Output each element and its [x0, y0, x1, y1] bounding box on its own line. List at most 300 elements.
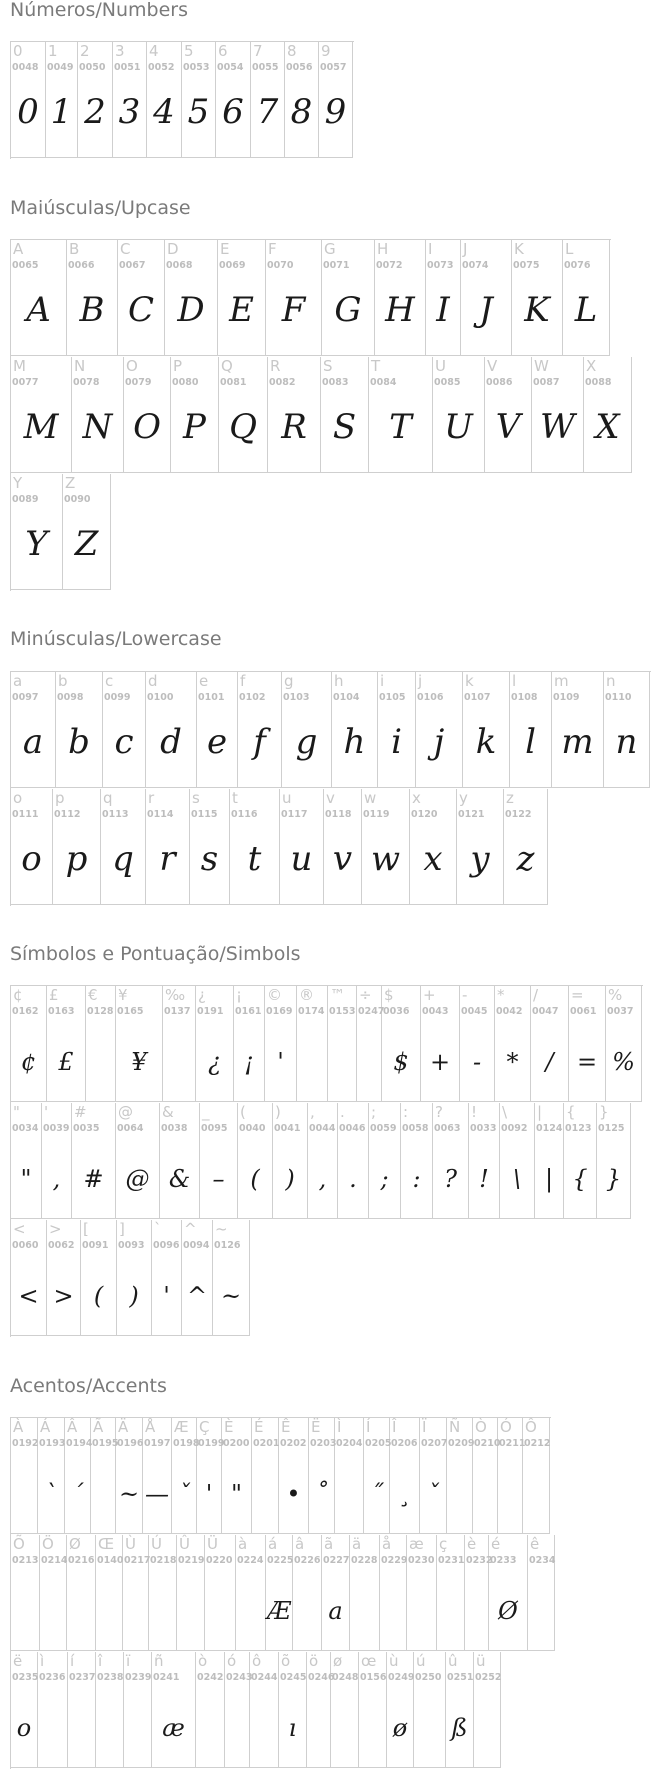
- glyph-character-label: ": [13, 1103, 20, 1121]
- glyph-cell: [96, 1652, 124, 1768]
- glyph-row: [10, 1417, 551, 1535]
- glyph-character-label: X: [586, 357, 597, 375]
- glyph-sample: 0: [17, 92, 39, 132]
- glyph-sample: .: [349, 1165, 357, 1193]
- glyph-character-label: õ: [281, 1652, 291, 1670]
- glyph-cell: [152, 1220, 182, 1336]
- glyph-sample: a: [22, 722, 44, 762]
- glyph-sample: n: [615, 722, 638, 762]
- glyph-character-label: t: [232, 789, 238, 807]
- glyph-sample: 8: [290, 92, 313, 132]
- glyph-cell: [457, 789, 504, 905]
- glyph-character-label: î: [98, 1652, 103, 1670]
- glyph-character-label: ç: [439, 1535, 448, 1553]
- glyph-sample: ı: [288, 1714, 297, 1742]
- glyph-character-label: Â: [67, 1418, 78, 1436]
- glyph-character-label: 8: [287, 42, 297, 60]
- glyph-cell: [564, 1103, 597, 1219]
- section-title-upcase: Maiúsculas/Upcase: [10, 197, 191, 219]
- glyph-cell: [182, 42, 216, 158]
- glyph-character-label: É: [254, 1418, 264, 1436]
- glyph-sample: B: [79, 290, 105, 330]
- glyph-code-label: 0207: [421, 1438, 448, 1449]
- glyph-code-label: 0097: [12, 692, 39, 703]
- glyph-sample: Z: [74, 524, 99, 564]
- glyph-cell: [319, 42, 353, 158]
- glyph-character-label: æ: [409, 1535, 424, 1553]
- glyph-character-label: Æ: [174, 1418, 189, 1436]
- glyph-character-label: h: [334, 672, 344, 690]
- glyph-character-label: Ó: [500, 1418, 512, 1436]
- glyph-cell: [230, 789, 280, 905]
- glyph-character-label: é: [491, 1535, 501, 1553]
- glyph-character-label: z: [506, 789, 514, 807]
- glyph-row: [10, 1220, 251, 1337]
- glyph-code-label: 0091: [82, 1240, 109, 1251]
- glyph-sample: o: [16, 1714, 32, 1742]
- glyph-sample: ;: [380, 1165, 389, 1193]
- glyph-sample: T: [389, 407, 412, 447]
- glyph-sample: ø: [392, 1714, 408, 1742]
- glyph-character-label: A: [13, 240, 24, 258]
- glyph-sample: =: [576, 1048, 598, 1076]
- glyph-code-label: 0237: [69, 1672, 96, 1683]
- glyph-cell: [222, 1418, 252, 1534]
- glyph-sample: d: [160, 722, 182, 762]
- glyph-code-label: 0174: [298, 1006, 325, 1017]
- glyph-sample: /: [545, 1048, 554, 1076]
- glyph-cell: [218, 240, 266, 356]
- glyph-code-label: 0121: [458, 809, 485, 820]
- glyph-sample: F: [281, 290, 306, 330]
- glyph-code-label: 0161: [235, 1006, 262, 1017]
- glyph-sample: ': [205, 1480, 213, 1508]
- glyph-code-label: 0079: [125, 377, 152, 388]
- glyph-code-label: 0156: [360, 1672, 387, 1683]
- glyph-row: [10, 357, 633, 474]
- glyph-character-label: =: [571, 986, 584, 1004]
- glyph-character-label: /: [533, 986, 539, 1004]
- glyph-sample: Ø: [498, 1597, 518, 1625]
- glyph-code-label: 0084: [370, 377, 397, 388]
- glyph-character-label: i: [380, 672, 385, 690]
- glyph-sample: ˇ: [427, 1480, 439, 1508]
- glyph-cell: [11, 1103, 42, 1219]
- glyph-character-label: K: [514, 240, 524, 258]
- glyph-character-label: k: [465, 672, 474, 690]
- glyph-code-label: 0217: [124, 1555, 151, 1566]
- section-title-lowercase: Minúsculas/Lowercase: [10, 628, 222, 650]
- glyph-code-label: 0060: [12, 1240, 39, 1251]
- glyph-row: [10, 474, 112, 591]
- glyph-sample: e: [206, 722, 228, 762]
- glyph-cell: [500, 1103, 535, 1219]
- glyph-character-label: Ç: [199, 1418, 210, 1436]
- glyph-cell: [118, 240, 165, 356]
- glyph-character-label: b: [58, 672, 68, 690]
- glyph-character-label: Q: [221, 357, 233, 375]
- glyph-code-label: 0078: [73, 377, 100, 388]
- glyph-character-label: ‰: [165, 986, 186, 1004]
- glyph-character-label: ë: [13, 1652, 23, 1670]
- glyph-character-label: E: [220, 240, 230, 258]
- glyph-cell: [63, 474, 111, 590]
- glyph-cell: [474, 1652, 501, 1768]
- glyph-cell: [265, 986, 297, 1102]
- glyph-cell: [322, 1535, 350, 1651]
- glyph-code-label: 0243: [226, 1672, 253, 1683]
- glyph-character-label: â: [295, 1535, 305, 1553]
- glyph-row: [10, 239, 611, 357]
- glyph-character-label: F: [268, 240, 277, 258]
- glyph-code-label: 0076: [564, 260, 591, 271]
- glyph-character-label: Á: [40, 1418, 51, 1436]
- glyph-sample: ˚: [315, 1480, 328, 1508]
- glyph-character-label: Å: [145, 1418, 156, 1436]
- glyph-character-label: ': [44, 1103, 49, 1121]
- glyph-sample: 1: [50, 92, 73, 132]
- glyph-sample: ¿: [208, 1048, 221, 1076]
- glyph-sample: %: [612, 1048, 635, 1076]
- glyph-code-label: 0065: [12, 260, 39, 271]
- glyph-character-label: Ê: [281, 1418, 291, 1436]
- glyph-code-label: 0206: [391, 1438, 418, 1449]
- glyph-character-label: U: [435, 357, 446, 375]
- glyph-character-label: ø: [333, 1652, 343, 1670]
- glyph-cell: [91, 1418, 119, 1534]
- glyph-sample: W: [540, 407, 575, 447]
- glyph-character-label: H: [377, 240, 389, 258]
- glyph-sample: s: [200, 839, 219, 879]
- glyph-character-label: q: [103, 789, 113, 807]
- glyph-sample: æ: [162, 1714, 185, 1742]
- glyph-code-label: 0195: [92, 1438, 119, 1449]
- glyph-character-label: Œ: [98, 1535, 115, 1553]
- glyph-cell: [308, 1103, 338, 1219]
- glyph-cell: [523, 1418, 550, 1534]
- glyph-character-label: ,: [310, 1103, 315, 1121]
- glyph-character-label: r: [148, 789, 155, 807]
- glyph-cell: [322, 240, 375, 356]
- glyph-cell: [11, 1418, 38, 1534]
- glyph-code-label: 0200: [223, 1438, 250, 1449]
- glyph-sample: I: [436, 290, 450, 330]
- glyph-code-label: 0087: [533, 377, 560, 388]
- glyph-sample: R: [281, 407, 307, 447]
- glyph-cell: [251, 42, 285, 158]
- glyph-sample: V: [495, 407, 521, 447]
- glyph-code-label: 0053: [183, 62, 210, 73]
- glyph-character-label: a: [13, 672, 23, 690]
- glyph-code-label: 0092: [501, 1123, 528, 1134]
- glyph-cell: [473, 1418, 501, 1534]
- glyph-code-label: 0162: [12, 1006, 39, 1017]
- glyph-sample: 7: [256, 92, 279, 132]
- glyph-sample: w: [370, 839, 401, 879]
- glyph-sample: <: [18, 1282, 39, 1310]
- glyph-character-label: I: [428, 240, 433, 258]
- glyph-cell: [332, 672, 378, 788]
- glyph-code-label: 0198: [173, 1438, 200, 1449]
- glyph-sample: ): [129, 1282, 139, 1310]
- glyph-sample: f: [253, 722, 266, 762]
- glyph-code-label: 0093: [118, 1240, 145, 1251]
- glyph-code-label: 0061: [570, 1006, 597, 1017]
- glyph-cell: [250, 1652, 279, 1768]
- glyph-grid-symbols: [10, 985, 643, 1337]
- glyph-character-label: y: [459, 789, 468, 807]
- glyph-cell: [146, 672, 197, 788]
- glyph-code-label: 0046: [339, 1123, 366, 1134]
- glyph-sample: i: [391, 722, 402, 762]
- glyph-character-label: ÷: [359, 986, 372, 1004]
- glyph-grid-upcase: [10, 239, 633, 591]
- glyph-sample: M: [23, 407, 59, 447]
- glyph-character-label: G: [324, 240, 336, 258]
- glyph-cell: [461, 240, 512, 356]
- glyph-sample: l: [525, 722, 536, 762]
- glyph-sample: &: [168, 1165, 191, 1193]
- glyph-code-label: 0073: [427, 260, 454, 271]
- glyph-cell: [67, 240, 118, 356]
- glyph-cell: [489, 1535, 528, 1651]
- glyph-sample: p: [65, 839, 88, 879]
- glyph-sample: x: [423, 839, 443, 879]
- glyph-code-label: 0085: [434, 377, 461, 388]
- glyph-character-label: (: [240, 1103, 246, 1121]
- glyph-character-label: R: [270, 357, 281, 375]
- glyph-character-label: S: [323, 357, 333, 375]
- glyph-character-label: M: [13, 357, 26, 375]
- glyph-code-label: 0229: [381, 1555, 408, 1566]
- glyph-cell: [369, 1103, 401, 1219]
- glyph-cell: [123, 1535, 149, 1651]
- glyph-row: [10, 1535, 556, 1652]
- glyph-sample: H: [385, 290, 415, 330]
- glyph-sample: $: [393, 1048, 409, 1076]
- glyph-sample: 4: [153, 92, 175, 132]
- glyph-code-label: 0244: [251, 1672, 278, 1683]
- glyph-cell: [116, 1103, 160, 1219]
- glyph-code-label: 0197: [144, 1438, 171, 1449]
- glyph-character-label: ö: [309, 1652, 319, 1670]
- glyph-cell: [42, 1103, 72, 1219]
- glyph-character-label: @: [118, 1103, 133, 1121]
- glyph-row: [10, 789, 549, 906]
- glyph-character-label: ): [275, 1103, 281, 1121]
- glyph-code-label: 0241: [153, 1672, 180, 1683]
- glyph-character-label: &: [162, 1103, 174, 1121]
- glyph-row: [10, 41, 354, 159]
- glyph-cell: [463, 672, 510, 788]
- glyph-cell: [498, 1418, 526, 1534]
- glyph-character-label: }: [599, 1103, 609, 1121]
- glyph-sample: ,: [52, 1165, 61, 1193]
- glyph-character-label: 5: [184, 42, 194, 60]
- glyph-sample: S: [332, 407, 357, 447]
- glyph-code-label: 0224: [237, 1555, 264, 1566]
- glyph-character-label: à: [238, 1535, 248, 1553]
- glyph-sample: h: [343, 722, 366, 762]
- glyph-cell: [177, 1535, 205, 1651]
- glyph-code-label: 0068: [166, 260, 193, 271]
- glyph-cell: [47, 986, 86, 1102]
- glyph-code-label: 0236: [39, 1672, 66, 1683]
- glyph-cell: [190, 789, 230, 905]
- glyph-code-label: 0115: [191, 809, 218, 820]
- glyph-cell: [78, 42, 113, 158]
- glyph-cell: [447, 1418, 473, 1534]
- glyph-sample: >: [53, 1282, 74, 1310]
- glyph-code-label: 0081: [220, 377, 247, 388]
- glyph-character-label: e: [199, 672, 209, 690]
- glyph-cell: [67, 1535, 96, 1651]
- glyph-sample: G: [334, 290, 362, 330]
- glyph-code-label: 0211: [499, 1438, 526, 1449]
- glyph-cell: [103, 672, 146, 788]
- glyph-code-label: 0239: [125, 1672, 152, 1683]
- glyph-cell: [335, 1418, 364, 1534]
- glyph-code-label: 0056: [286, 62, 313, 73]
- glyph-cell: [11, 1652, 38, 1768]
- glyph-code-label: 0110: [605, 692, 632, 703]
- glyph-cell: [72, 357, 124, 473]
- glyph-sample: ¸: [398, 1480, 411, 1508]
- glyph-character-label: v: [326, 789, 335, 807]
- glyph-cell: [375, 240, 426, 356]
- glyph-sample: C: [127, 290, 154, 330]
- glyph-sample: u: [290, 839, 313, 879]
- glyph-cell: [584, 357, 632, 473]
- glyph-character-label: J: [463, 240, 468, 258]
- glyph-character-label: ]: [119, 1220, 125, 1238]
- glyph-sample: ": [20, 1165, 32, 1193]
- glyph-character-label: Í: [366, 1418, 371, 1436]
- glyph-code-label: 0071: [323, 260, 350, 271]
- glyph-cell: [401, 1103, 433, 1219]
- glyph-cell: [101, 789, 146, 905]
- glyph-code-label: 0194: [66, 1438, 93, 1449]
- glyph-sample: –: [212, 1165, 225, 1193]
- glyph-sample: 2: [84, 92, 106, 132]
- glyph-code-label: 0212: [524, 1438, 551, 1449]
- glyph-sample: +: [429, 1048, 451, 1076]
- glyph-cell: [160, 1103, 200, 1219]
- glyph-code-label: 0219: [178, 1555, 205, 1566]
- glyph-cell: [359, 1652, 387, 1768]
- glyph-code-label: 0191: [197, 1006, 224, 1017]
- glyph-sample: r: [159, 839, 176, 879]
- glyph-cell: [56, 672, 103, 788]
- glyph-character-label: c: [105, 672, 114, 690]
- glyph-code-label: 0055: [252, 62, 279, 73]
- glyph-cell: [47, 1220, 81, 1336]
- glyph-code-label: 0109: [553, 692, 580, 703]
- glyph-character-label: è: [467, 1535, 477, 1553]
- glyph-code-label: 0086: [486, 377, 513, 388]
- glyph-character-label: x: [412, 789, 421, 807]
- glyph-code-label: 0033: [470, 1123, 497, 1134]
- glyph-sample: ,: [318, 1165, 327, 1193]
- glyph-cell: [147, 42, 182, 158]
- glyph-sample: ß: [451, 1714, 468, 1742]
- glyph-sample: Æ: [266, 1597, 292, 1625]
- glyph-cell: [268, 357, 321, 473]
- glyph-cell: [72, 1103, 116, 1219]
- glyph-cell: [362, 789, 410, 905]
- glyph-code-label: 0163: [48, 1006, 75, 1017]
- glyph-character-label: Ù: [125, 1535, 136, 1553]
- glyph-code-label: 0114: [147, 809, 174, 820]
- glyph-character-label: $: [384, 986, 394, 1004]
- glyph-character-label: ^: [184, 1220, 197, 1238]
- glyph-code-label: 0242: [197, 1672, 224, 1683]
- glyph-cell: [426, 240, 461, 356]
- glyph-cell: [569, 986, 606, 1102]
- glyph-code-label: 0165: [117, 1006, 144, 1017]
- glyph-character-label: ì: [40, 1652, 45, 1670]
- glyph-code-label: 0214: [41, 1555, 68, 1566]
- glyph-character-label: ü: [476, 1652, 486, 1670]
- glyph-character-label: 1: [48, 42, 58, 60]
- glyph-character-label: ù: [389, 1652, 399, 1670]
- glyph-character-label: œ: [361, 1652, 377, 1670]
- glyph-cell: [213, 1220, 250, 1336]
- glyph-sample: 5: [187, 92, 210, 132]
- glyph-code-label: 0059: [370, 1123, 397, 1134]
- glyph-sample: }: [605, 1165, 622, 1193]
- glyph-cell: [236, 1535, 266, 1651]
- glyph-cell: [182, 1220, 213, 1336]
- glyph-sample: D: [177, 290, 205, 330]
- glyph-cell: [200, 1103, 238, 1219]
- glyph-character-label: È: [224, 1418, 234, 1436]
- glyph-code-label: 0228: [351, 1555, 378, 1566]
- glyph-cell: [307, 1652, 335, 1768]
- glyph-code-label: 0039: [43, 1123, 70, 1134]
- glyph-character-label: D: [167, 240, 179, 258]
- glyph-cell: [266, 240, 322, 356]
- glyph-character-label: Ø: [69, 1535, 81, 1553]
- glyph-sample: •: [286, 1480, 301, 1508]
- glyph-code-label: 0083: [322, 377, 349, 388]
- glyph-row: [10, 1103, 632, 1220]
- glyph-code-label: 0247: [358, 1006, 385, 1017]
- glyph-grid-accents: [10, 1417, 556, 1769]
- glyph-cell: [324, 789, 362, 905]
- glyph-code-label: 0225: [267, 1555, 294, 1566]
- glyph-code-label: 0120: [411, 809, 438, 820]
- glyph-code-label: 0196: [117, 1438, 144, 1449]
- glyph-code-label: 0246: [308, 1672, 335, 1683]
- glyph-character-label: *: [497, 986, 505, 1004]
- glyph-character-label: ¢: [13, 986, 23, 1004]
- glyph-code-label: 0094: [183, 1240, 210, 1251]
- glyph-sample: ¥: [131, 1048, 147, 1076]
- glyph-cell: [532, 357, 584, 473]
- glyph-code-label: 0216: [68, 1555, 95, 1566]
- glyph-code-label: 0249: [388, 1672, 415, 1683]
- glyph-character-label: !: [471, 1103, 478, 1121]
- glyph-code-label: 0117: [281, 809, 308, 820]
- glyph-cell: [531, 986, 569, 1102]
- glyph-character-label: o: [13, 789, 23, 807]
- glyph-sample: ~: [118, 1480, 140, 1508]
- glyph-sample: :: [412, 1165, 421, 1193]
- glyph-sample: o: [21, 839, 42, 879]
- glyph-cell: [219, 357, 268, 473]
- glyph-code-label: 0213: [12, 1555, 39, 1566]
